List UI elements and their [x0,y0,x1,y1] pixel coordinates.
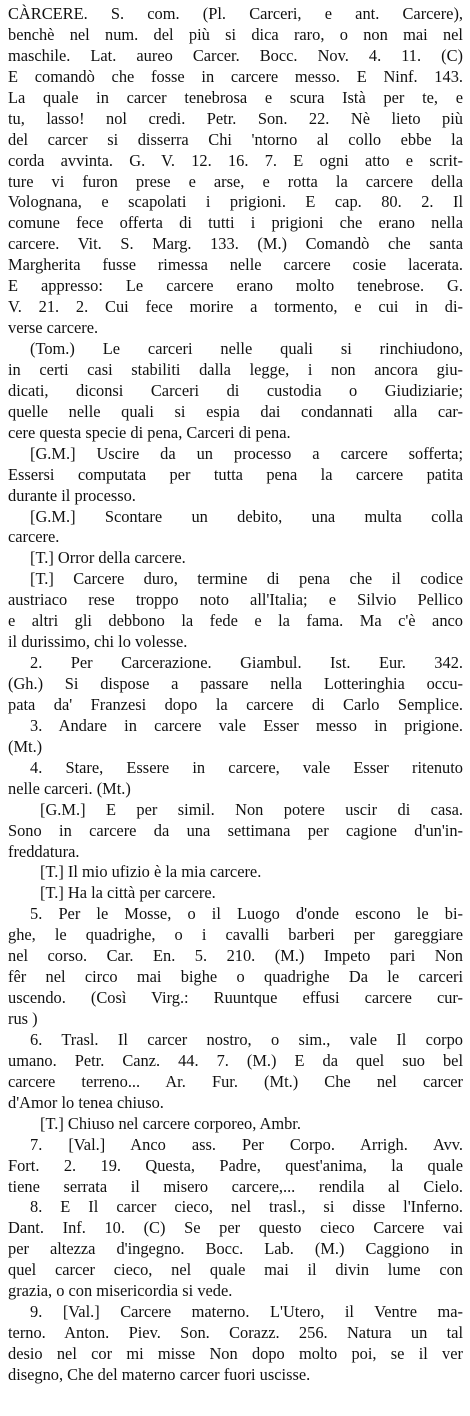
dictionary-entry-carcere [8,4,463,1386]
entry-line: 8. E Il carcer cieco, nel trasl., si disse l'Inferno. [30,1197,463,1217]
entry-line: verse carcere. [8,318,99,338]
entry-line: La quale in carcer tenebrosa e scura Istà per te, e [8,87,463,107]
entry-line: Essersi computata per tutta pena la carcere patita [8,464,463,484]
entry-line: corda avvinta. G. V. 12. 16. 7. E ogni atto e scrit- [8,150,463,170]
entry-line: rus ) [8,1009,38,1028]
entry-line: d'Amor lo tenea chiuso. [8,1092,164,1112]
entry-line: fêr nel circo mai bighe o quadrighe Da le carceri [8,967,463,987]
entry-line: per altezza d'ingegno. Bocc. Lab. (M.) Caggiono in [8,1239,463,1259]
entry-line: quel carcer cieco, nel quale mai il divin lume con [8,1260,463,1280]
entry-line: nel corso. Car. En. 5. 210. (M.) Impeto pari Non [8,946,463,966]
entry-line: 9. [Val.] Carcere materno. L'Utero, il Ventre ma- [30,1302,463,1322]
entry-line: quelle nelle quali si espia dai condannati alla car- [8,401,463,421]
entry-line: cere questa specie di pena, Carceri di pena. [8,422,291,442]
entry-line: Volognana, e scapolati i prigioni. E cap. 80. 2. Il [8,192,463,212]
entry-line: [T.] Il mio ufizio è la mia carcere. [40,862,262,882]
entry-line: (Gh.) Si dispose a passare nella Lotteringhia occu- [8,674,463,693]
entry-line: pata da' Franzesi dopo la carcere di Carlo Semplice. [8,694,463,714]
entry-line: comune fece offerta di tutti i prigioni che erano nella [8,213,463,233]
entry-line: 4. Stare, Essere in carcere, vale Esser ritenuto [30,757,463,777]
entry-line: dicati, diconsi Carceri di custodia o Giudiziarie; [8,380,463,400]
entry-line: Sono in carcere da una settimana per cagione d'un'in- [8,820,463,840]
entry-line: durante il processo. [8,485,136,505]
entry-line: [T.] Ha la città per carcere. [40,883,216,903]
entry-line: [G.M.] E per simil. Non potere uscir di casa. [40,799,463,819]
entry-line: e altri gli debbono la fede e la fama. Ma c'è anco [8,611,463,631]
entry-line: Dant. Inf. 10. (C) Se per questo cieco Carcere vai [8,1218,463,1238]
entry-line: CÀRCERE. S. com. (Pl. Carceri, e ant. Carcere), [8,4,463,23]
entry-line: in certi casi stabiliti dalla legge, i non ancora giu- [8,359,463,379]
entry-line: maschile. Lat. aureo Carcer. Bocc. Nov. 4. 11. (C) [8,45,463,65]
entry-line: austriaco rese troppo noto all'Italia; e Silvio Pellico [8,590,463,610]
entry-line: il durissimo, chi lo volesse. [8,632,188,652]
entry-line: 2. Per Carcerazione. Giambul. Ist. Eur. 342. [30,653,463,673]
entry-line: 7. [Val.] Anco ass. Per Corpo. Arrigh. Avv. [30,1134,463,1154]
entry-line: terno. Anton. Piev. Son. Corazz. 256. Natura un tal [8,1323,463,1343]
entry-line: ture vi furon prese e arse, e rotta la carcere della [8,171,463,191]
entry-line: (Tom.) Le carceri nelle quali si rinchiudono, [30,339,463,358]
entry-line: uscendo. (Così Virg.: Ruuntque effusi carcere cur- [8,988,463,1008]
entry-line: E comandò che fosse in carcere messo. E Ninf. 143. [8,66,463,86]
entry-line: umano. Petr. Canz. 44. 7. (M.) E da quel suo bel [8,1050,463,1070]
entry-line: (Mt.) [8,736,43,756]
entry-line: [T.] Orror della carcere. [30,548,186,568]
entry-line: disegno, Che del materno carcer fuori uscisse. [8,1364,311,1384]
entry-line: 3. Andare in carcere vale Esser messo in prigione. [30,715,463,735]
entry-line: nelle carceri. (Mt.) [8,778,131,798]
entry-line: Fort. 2. 19. Questa, Padre, quest'anima, la quale [8,1155,463,1175]
entry-line: 5. Per le Mosse, o il Luogo d'onde escono le bi- [30,904,463,924]
entry-line: grazia, o con misericordia si vede. [8,1281,233,1301]
entry-line: 6. Trasl. Il carcer nostro, o sim., vale Il corpo [30,1029,463,1049]
entry-line: carcere. Vit. S. Marg. 133. (M.) Comandò che santa [8,234,463,254]
entry-line: ghe, le quadrighe, o i cavalli barberi per gareggiare [8,925,463,945]
entry-line: [G.M.] Scontare un debito, una multa colla [30,506,463,526]
entry-line: freddatura. [8,841,80,861]
entry-line: del carcer si disserra Chi 'ntorno al collo ebbe la [8,129,463,149]
entry-line: [G.M.] Uscire da un processo a carcere sofferta; [30,443,463,463]
entry-line: [T.] Carcere duro, termine di pena che il codice [30,569,463,589]
entry-line: desio nel cor mi misse Non dopo molto poi, se il ver [8,1344,463,1363]
entry-line: carcere terreno... Ar. Fur. (Mt.) Che nel carcer [8,1071,463,1091]
entry-line: tu, lasso! nol credi. Petr. Son. 22. Nè lieto più [8,108,463,128]
entry-line: tiene serrata il misero carcere,... rendila al Cielo. [8,1176,463,1196]
entry-line: Margherita fusse rimessa nelle carcere cosie lacerata. [8,255,463,275]
entry-line: V. 21. 2. Cui fece morire a tormento, e cui in di- [8,297,463,317]
entry-line: [T.] Chiuso nel carcere corporeo, Ambr. [40,1113,301,1133]
entry-line: benchè nel num. del più si dica raro, o non mai nel [8,24,463,44]
entry-line: E appresso: Le carcere erano molto tenebrose. G. [8,276,463,296]
entry-line: carcere. [8,527,60,547]
